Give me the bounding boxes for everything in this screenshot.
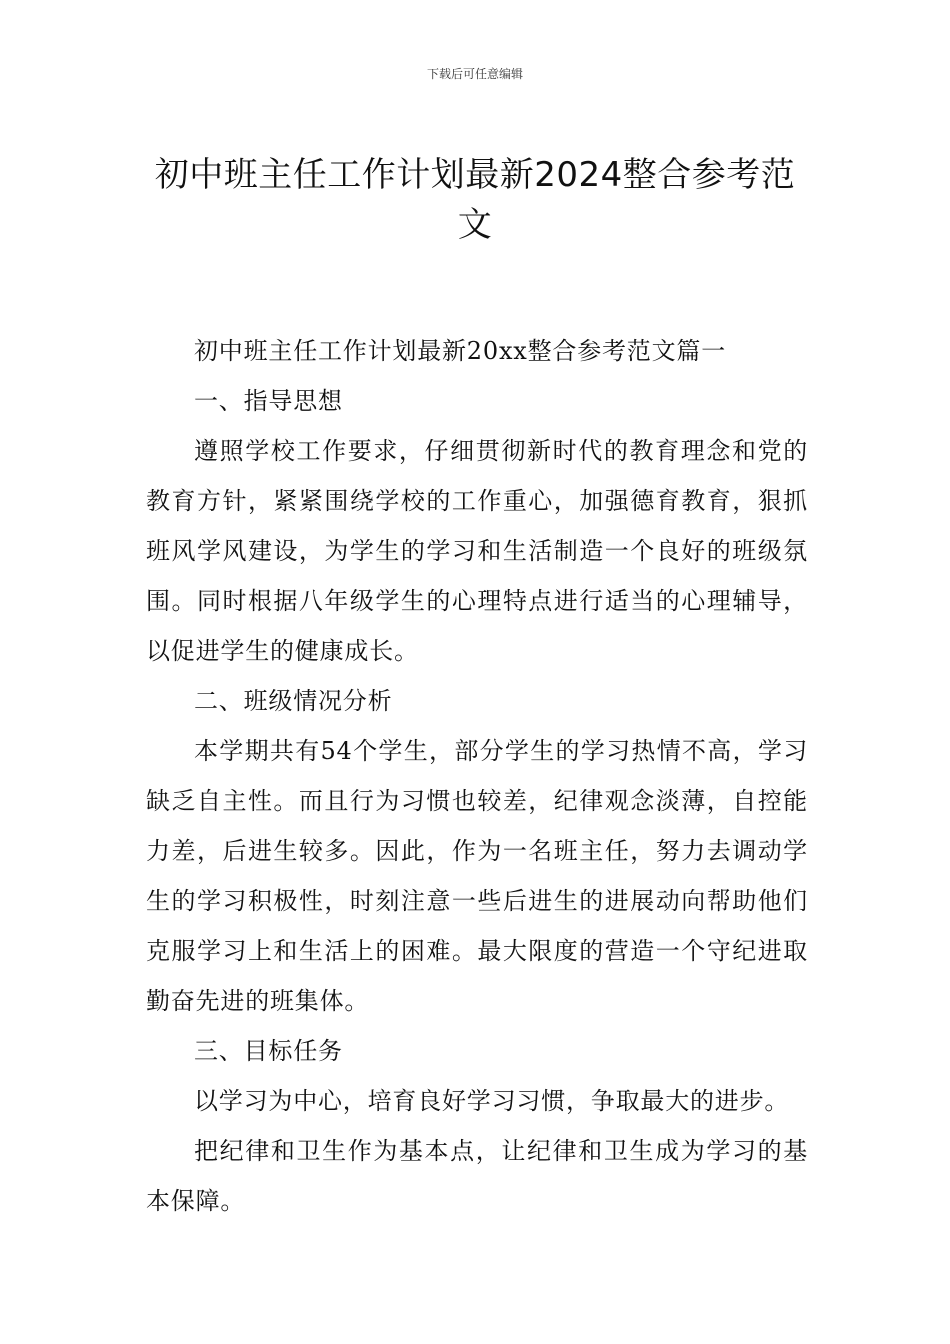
heading-class-analysis: 二、班级情况分析 [194, 687, 393, 715]
paragraph-goal-discipline: 把纪律和卫生作为基本点，让纪律和卫生成为学习的基本保障。 [146, 1137, 808, 1215]
document-title: 初中班主任工作计划最新2024整合参考范文 [154, 155, 796, 245]
document-body [146, 326, 808, 1226]
heading-guiding-ideology: 一、指导思想 [194, 387, 343, 415]
paragraph-guiding-ideology: 遵照学校工作要求，仔细贯彻新时代的教育理念和党的教育方针，紧紧围绕学校的工作重心，加强德育教育，狠抓班风学风建设，为学生的学习和生活制造一个良好的班级氛围。同时根据八年级学生的心理特点进行适当的心理辅导，以促进学生的健康成长。 [146, 437, 808, 665]
page-header-note: 下载后可任意编辑 [426, 67, 523, 81]
heading-goals-tasks: 三、目标任务 [194, 1037, 343, 1065]
paragraph-goal-study: 以学习为中心，培育良好学习习惯，争取最大的进步。 [194, 1087, 790, 1115]
paragraph-class-analysis: 本学期共有54个学生，部分学生的学习热情不高，学习缺乏自主性。而且行为习惯也较差，纪律观念淡薄，自控能力差，后进生较多。因此，作为一名班主任，努力去调动学生的学习积极性，时刻注意一些后进生的进展动向帮助他们克服学习上和生活上的困难。最大限度的营造一个守纪进取勤奋先进的班集体。 [146, 737, 808, 1015]
section-subtitle: 初中班主任工作计划最新20xx整合参考范文篇一 [194, 337, 727, 365]
